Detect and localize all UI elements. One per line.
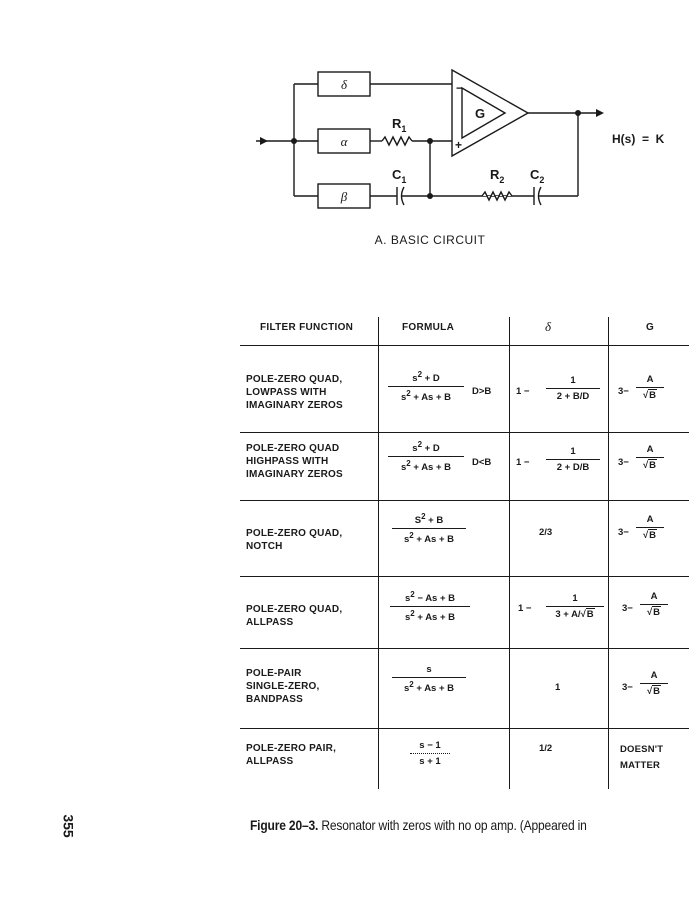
formula-fraction: s $s^2 + As + B$	[392, 664, 466, 694]
r2-resistor	[482, 192, 512, 200]
svg-text:R1	[392, 116, 406, 134]
header-filter-function: FILTER FUNCTION	[260, 322, 354, 333]
delta-value: 1/2	[539, 743, 553, 754]
alpha-label: α	[340, 134, 348, 149]
g-prefix: 3−	[618, 527, 629, 538]
output-arrow	[596, 109, 604, 117]
junction-dot	[575, 110, 581, 116]
delta-value: 1	[555, 682, 561, 693]
g-prefix: 3−	[618, 386, 629, 397]
delta-prefix: 1 −	[516, 457, 530, 468]
delta-fraction: 1 3 + A/√B	[546, 593, 604, 620]
svg-text:R2	[490, 167, 504, 185]
svg-text:C1	[392, 167, 406, 185]
c2-subscript: 2	[539, 175, 545, 185]
formula-fraction: $s^2 + D$ $s^2 + As + B$	[388, 440, 464, 473]
g-prefix: 3−	[622, 682, 633, 693]
basic-circuit-diagram	[0, 0, 689, 260]
column-divider	[608, 317, 609, 789]
formula-fraction: $s^2 + D$ $s^2 + As + B$	[388, 370, 464, 403]
formula-condition: D>B	[472, 386, 492, 397]
transfer-function-label: H(s) = K	[612, 132, 665, 146]
beta-label: β	[340, 189, 348, 204]
delta-value: 2/3	[539, 527, 553, 538]
row-rule	[240, 500, 689, 501]
column-divider	[509, 317, 510, 789]
g-prefix: 3−	[622, 603, 633, 614]
opamp-triangle	[452, 70, 528, 156]
r1-resistor	[382, 137, 412, 145]
c1-label: C	[392, 167, 402, 182]
r2-subscript: 2	[499, 175, 505, 185]
figure-text: Resonator with zeros with no op amp. (Appeared in	[318, 817, 587, 833]
delta-fraction: 1 2 + D/B	[546, 446, 600, 473]
figure-label: Figure 20–3.	[250, 817, 319, 833]
r2-label: R	[490, 167, 500, 182]
row-rule	[240, 648, 689, 649]
svg-text:C2	[530, 167, 544, 185]
g-prefix: 3−	[618, 457, 629, 468]
row-rule	[240, 576, 689, 577]
figure-caption	[250, 817, 587, 833]
opamp-plus-label: +	[455, 138, 463, 152]
header-rule	[240, 345, 689, 346]
delta-prefix: 1 −	[516, 386, 530, 397]
opamp-gain-label: G	[475, 106, 486, 121]
opamp-minus-label: −	[456, 81, 464, 95]
g-fraction: A √B	[636, 514, 664, 541]
row-function-name: POLE-ZERO QUAD, LOWPASS WITH IMAGINARY ZEROS	[246, 374, 343, 411]
g-fraction: A √B	[640, 670, 668, 697]
page-number: 355	[60, 814, 77, 838]
input-arrow	[260, 137, 268, 145]
row-function-name: POLE-ZERO QUAD, NOTCH	[246, 528, 343, 552]
r1-subscript: 1	[401, 124, 407, 134]
c1-subscript: 1	[401, 175, 407, 185]
header-g: G	[646, 322, 655, 333]
row-rule	[240, 728, 689, 729]
row-function-name: POLE-PAIR SINGLE-ZERO, BANDPASS	[246, 668, 320, 705]
c2-label: C	[530, 167, 540, 182]
row-function-name: POLE-ZERO QUAD, ALLPASS	[246, 604, 343, 628]
junction-dot	[291, 138, 297, 144]
row-function-name: POLE-ZERO QUAD HIGHPASS WITH IMAGINARY ZEROS	[246, 443, 343, 480]
header-formula: FORMULA	[402, 322, 455, 333]
delta-prefix: 1 −	[518, 603, 532, 614]
junction-dot	[427, 193, 433, 199]
formula-fraction: $s^2 - As + B$ $s^2 + As + B$	[390, 590, 470, 623]
r1-label: R	[392, 116, 402, 131]
g-fraction: A √B	[640, 591, 668, 618]
junction-dot	[427, 138, 433, 144]
g-value: DOESN'T MATTER	[620, 744, 664, 771]
delta-fraction: 1 2 + B/D	[546, 375, 600, 402]
row-function-name: POLE-ZERO PAIR, ALLPASS	[246, 743, 337, 767]
delta-label: δ	[340, 77, 348, 92]
formula-fraction: $S^2 + B$ $s^2 + As + B$	[392, 512, 466, 545]
formula-fraction: s − 1 s + 1	[410, 740, 450, 767]
formula-condition: D<B	[472, 457, 492, 468]
header-delta: δ	[545, 319, 552, 334]
row-rule	[240, 432, 689, 433]
g-fraction: A √B	[636, 444, 664, 471]
circuit-caption: A. BASIC CIRCUIT	[374, 233, 486, 247]
g-fraction: A √B	[636, 374, 664, 401]
column-divider	[378, 317, 379, 789]
